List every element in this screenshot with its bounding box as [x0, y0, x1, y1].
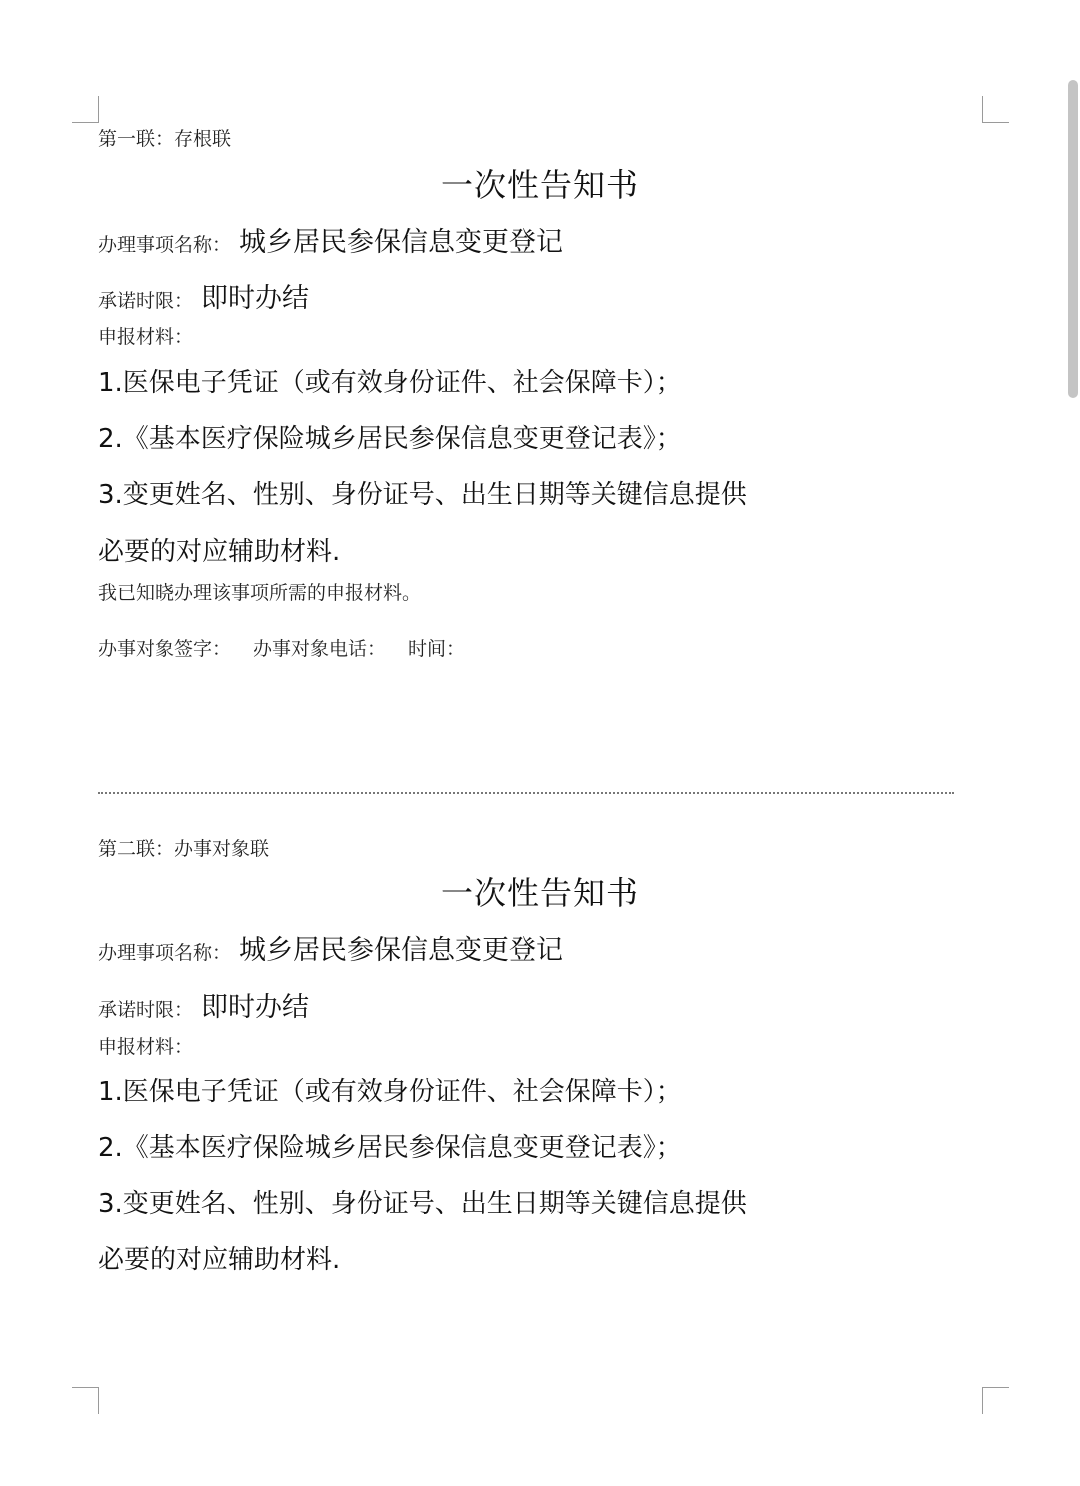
signature-label: 办事对象签字：	[98, 638, 232, 660]
copy1-item-row	[98, 220, 563, 259]
copy1-header: 第一联：存根联	[98, 128, 232, 150]
copy1-item-value: 城乡居民参保信息变更登记	[239, 227, 564, 258]
copy1-limit-label: 承诺时限：	[98, 290, 194, 312]
copy1-material-item: 必要的对应辅助材料.	[98, 537, 341, 567]
crop-mark-bottom-right	[982, 1387, 1009, 1414]
copy1-signature-row	[98, 634, 487, 661]
copy2-item-value: 城乡居民参保信息变更登记	[239, 935, 564, 966]
copy1-limit-value: 即时办结	[201, 283, 310, 314]
crop-mark-top-left	[72, 96, 99, 123]
crop-mark-top-right	[982, 96, 1009, 123]
copy1-acknowledge: 我已知晓办理该事项所需的申报材料。	[98, 582, 422, 604]
copy2-limit-value: 即时办结	[201, 992, 310, 1023]
copy2-material-item: 必要的对应辅助材料.	[98, 1245, 341, 1275]
time-label: 时间：	[408, 638, 466, 660]
copy2-item-row	[98, 928, 563, 967]
copy1-item-label: 办理事项名称：	[98, 234, 232, 256]
copy1-material-item: 1.医保电子凭证（或有效身份证件、社会保障卡）；	[98, 368, 682, 398]
vertical-scrollbar[interactable]	[1066, 0, 1080, 1486]
copy2-item-label: 办理事项名称：	[98, 942, 232, 964]
copy1-limit-row	[98, 276, 309, 315]
copy1-materials-label: 申报材料：	[98, 326, 194, 348]
copy2-material-item: 2.《基本医疗保险城乡居民参保信息变更登记表》；	[98, 1133, 682, 1163]
copy2-material-item: 1.医保电子凭证（或有效身份证件、社会保障卡）；	[98, 1077, 682, 1107]
copy1-material-item: 2.《基本医疗保险城乡居民参保信息变更登记表》；	[98, 424, 682, 454]
crop-mark-bottom-left	[72, 1387, 99, 1414]
copy2-limit-row	[98, 985, 309, 1024]
copy2-title: 一次性告知书	[440, 874, 639, 912]
copy1-title: 一次性告知书	[440, 166, 639, 204]
scrollbar-thumb[interactable]	[1068, 80, 1078, 398]
copy1-material-item: 3.变更姓名、性别、身份证号、出生日期等关键信息提供	[98, 480, 747, 510]
copy2-header: 第二联：办事对象联	[98, 838, 270, 860]
dotted-cut-line	[98, 792, 954, 794]
copy2-limit-label: 承诺时限：	[98, 999, 194, 1021]
copy2-materials-label: 申报材料：	[98, 1036, 194, 1058]
copy2-material-item: 3.变更姓名、性别、身份证号、出生日期等关键信息提供	[98, 1189, 747, 1219]
phone-label: 办事对象电话：	[253, 638, 387, 660]
